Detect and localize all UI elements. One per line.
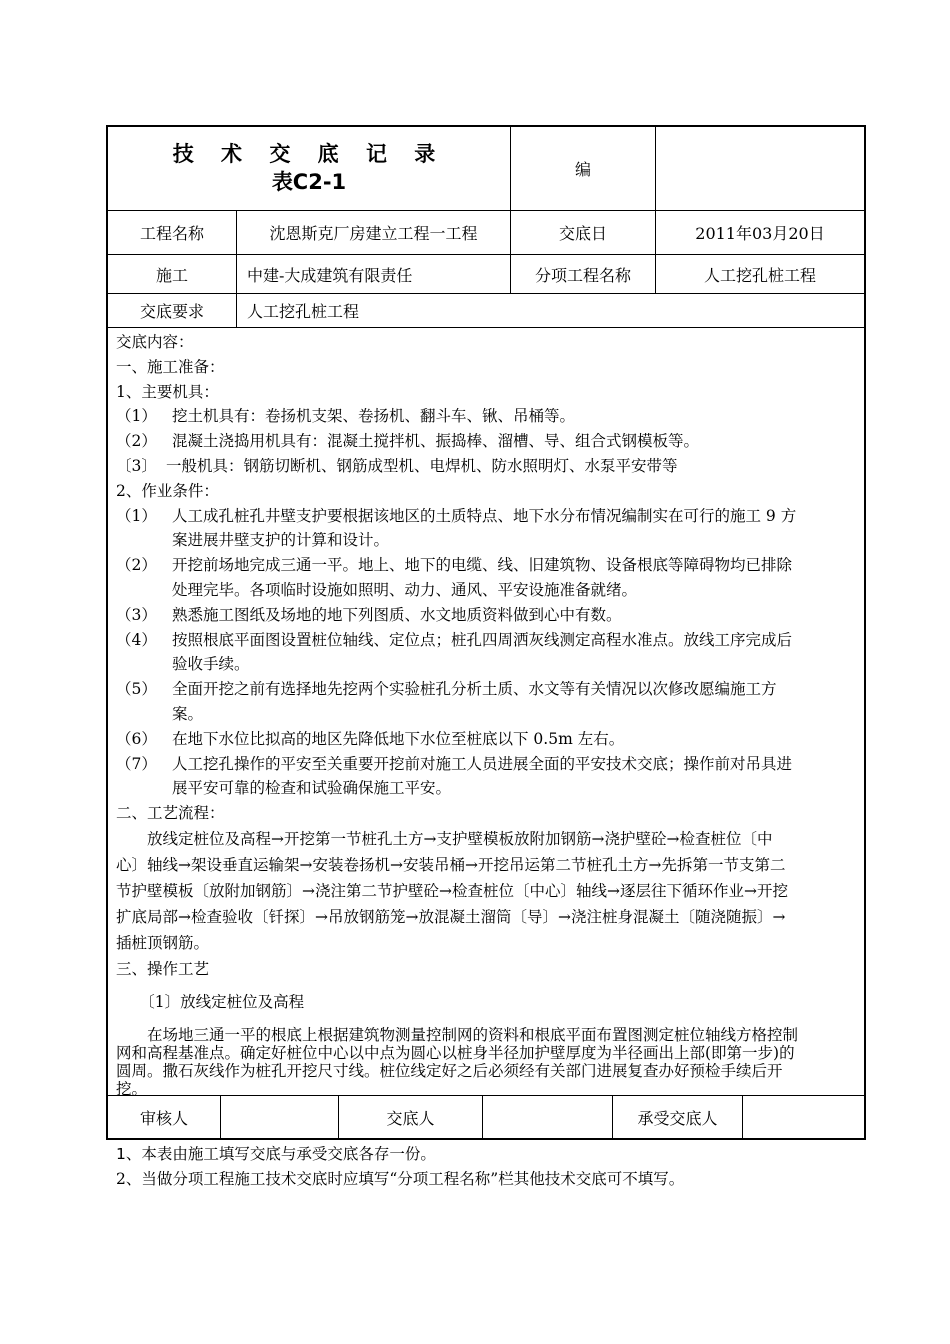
list-item [116,603,858,628]
list-item [116,553,858,603]
title-form-code: 表C2-1 [271,170,347,194]
operation-paragraph [116,1026,858,1098]
item-number: （4） [116,630,157,649]
list-item [116,727,858,752]
row-divider [106,327,866,328]
item-text: 熟悉施工图纸及场地的地下列图质、水文地质资料做到心中有数。 [172,605,622,624]
reviewer-label: 审核人 [139,1108,188,1128]
item-text: 人工挖孔操作的平安至关重要开挖前对施工人员进展全面的平安技术交底；操作前对吊具进 [172,754,793,773]
flow-line: 节护壁模板〔放附加钢筋〕→浇注第二节护壁砼→检查桩位〔中心〕轴线→逐层往下循环作业→开挖 [116,881,788,900]
list-item [116,504,858,554]
item-number: （7） [116,754,157,773]
content-heading: 交底内容： [116,333,194,351]
item-text: 在地下水位比拟高的地区先降低地下水位至桩底以下 0.5m 左右。 [172,729,625,748]
flow-line: 心〕轴线→架设垂直运输架→安装卷扬机→安装吊桶→开挖吊运第二节桩孔土方→先拆第一节支第二 [116,855,786,874]
item-number: （6） [116,729,157,748]
item-number: （2） [116,432,157,451]
paragraph-line: 网和高程基准点。确定好桩位中心以中点为圆心以桩身半径加护壁厚度为半径画出上部(即第一步)的 [116,1043,795,1062]
item-text: 挖土机具有：卷扬机支架、卷扬机、翻斗车、锹、吊桶等。 [172,407,576,426]
list-item [116,429,858,454]
code-value [656,127,864,210]
project-name-value: 沈恩斯克厂房建立工程一工程 [269,224,478,243]
sub-project-value: 人工挖孔桩工程 [703,265,816,285]
item-text: 处理完毕。各项临时设施如照明、动力、通风、平安设施准备就绪。 [172,580,638,599]
footnote: 2、当做分项工程施工技术交底时应填写“分项工程名称”栏其他技术交底可不填写。 [116,1170,685,1188]
item-text: 案进展井壁支护的计算和设计。 [172,531,390,550]
code-label: 编 [574,160,591,179]
construction-label: 施工 [155,265,188,285]
date-value: 2011年03月20日 [695,224,825,243]
list-item [116,404,858,429]
item-text: 展平安可靠的检查和试验确保施工平安。 [172,779,452,798]
item-number: （2） [116,556,157,575]
title-main: 技 术 交 底 记 录 [172,142,446,166]
requirement-label: 交底要求 [139,302,204,321]
item-number: （1） [116,407,157,426]
discloser-value [483,1096,612,1138]
list-item [116,628,858,678]
sub-project-label: 分项工程名称 [534,265,631,285]
flow-line: 扩底局部→检查验收〔钎探〕→吊放钢筋笼→放混凝土溜筒〔导〕→浇注桩身混凝土〔随浇随振〕→ [116,907,786,926]
flow-line: 插桩顶钢筋。 [116,933,210,952]
construction-value: 中建-大成建筑有限责任 [247,265,413,285]
receiver-value [743,1096,864,1138]
document-title [108,140,510,196]
flow-line: 放线定桩位及高程→开挖第一节桩孔土方→支护壁模板放附加钢筋→浇护壁砼→检查桩位〔中 [116,829,773,848]
list-item [116,454,858,479]
item-text: 按照根底平面图设置桩位轴线、定位点；桩孔四周洒灰线测定高程水准点。放线工序完成后 [172,630,793,649]
reviewer-value [221,1096,338,1138]
list-item [116,752,858,802]
subsection-heading: 1、主要机具： [116,382,219,401]
item-text: 一般机具：钢筋切断机、钢筋成型机、电焊机、防水照明灯、水泵平安带等 [166,456,678,475]
item-number: 〔3〕 [116,456,157,475]
discloser-label: 交底人 [386,1108,435,1128]
section-heading: 二、工艺流程： [116,804,225,823]
disclosure-content [116,330,858,1098]
requirement-value: 人工挖孔桩工程 [247,302,360,321]
section-heading: 三、操作工艺 [116,959,210,978]
section-heading: 一、施工准备： [116,357,225,376]
list-item [116,677,858,727]
footnote: 1、本表由施工填写交底与承受交底各存一份。 [116,1145,436,1163]
item-text: 案。 [172,704,204,723]
item-number: （5） [116,680,157,699]
date-label: 交底日 [558,224,607,243]
item-number: （1） [116,506,157,525]
paragraph-line: 在场地三通一平的根底上根据建筑物测量控制网的资料和根底平面布置图测定桩位轴线方格控制 [116,1025,799,1044]
item-text: 人工成孔桩孔井壁支护要根据该地区的土质特点、地下水分布情况编制实在可行的施工 9 方 [172,506,797,525]
subsection-heading: 2、作业条件： [116,481,219,500]
item-text: 验收手续。 [172,655,250,674]
item-text: 全面开挖之前有选择地先挖两个实验桩孔分析土质、水文等有关情况以次修改愿编施工方 [172,680,777,699]
process-flow [116,826,858,956]
paragraph-line: 挖。 [116,1079,148,1098]
item-text: 开挖前场地完成三通一平。地上、地下的电缆、线、旧建筑物、设备根底等障碍物均已排除 [172,556,793,575]
item-text: 混凝土浇捣用机具有：混凝土搅拌机、振捣棒、溜槽、导、组合式钢模板等。 [172,432,700,451]
item-number: （3） [116,605,157,624]
paragraph-line: 圆周。撒石灰线作为桩孔开挖尺寸线。桩位线定好之后必须经有关部门进展复查办好预检手续后开 [116,1061,783,1080]
project-name-label: 工程名称 [139,224,204,243]
receiver-label: 承受交底人 [637,1108,718,1128]
subsection-heading: 〔1〕放线定桩位及高程 [116,992,305,1011]
